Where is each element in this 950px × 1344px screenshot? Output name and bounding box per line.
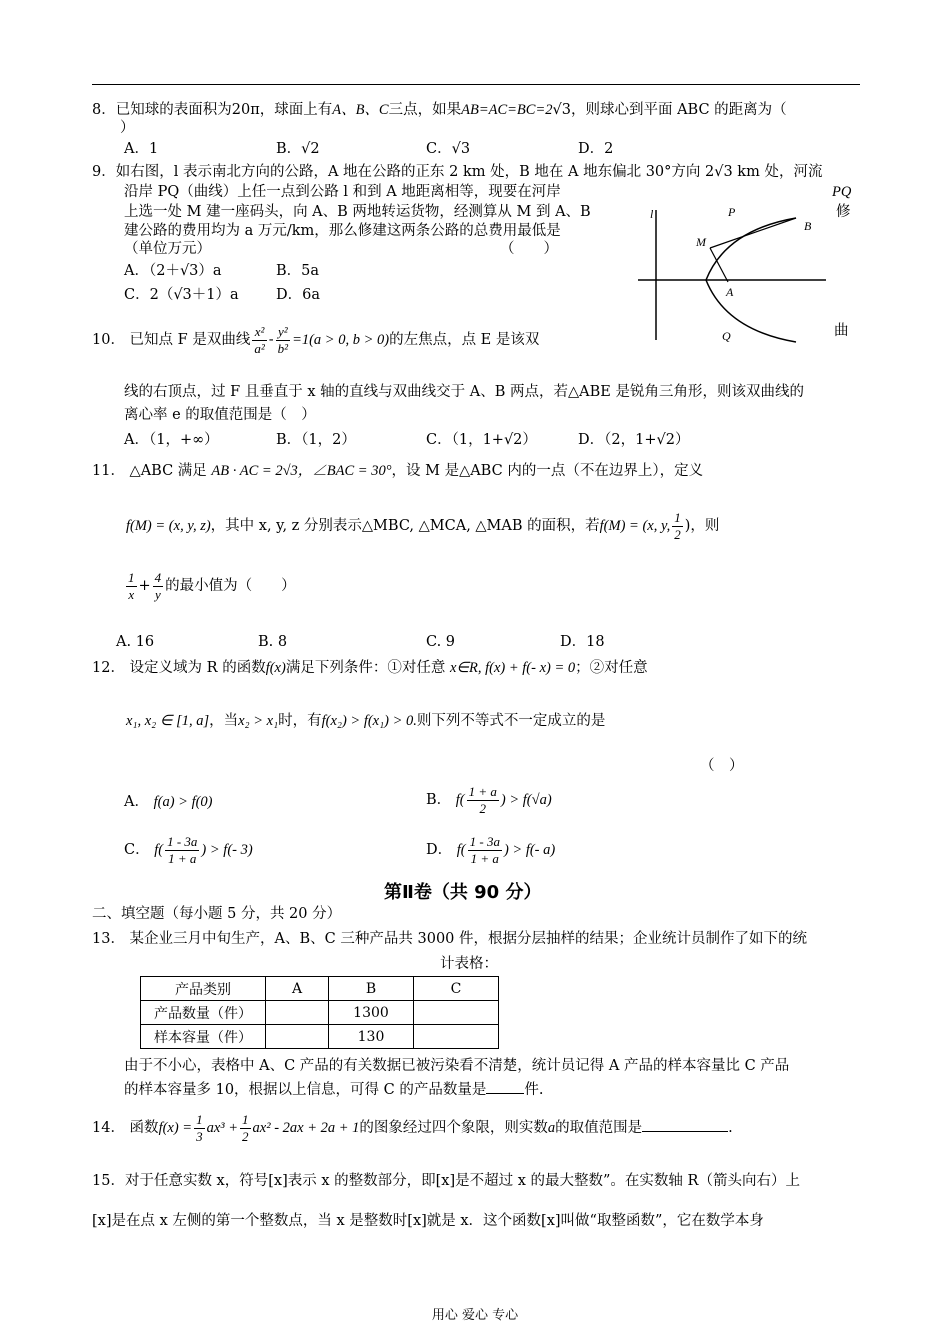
q12-text-c: ；②对任意 [575,660,648,676]
option-label: C． [124,842,150,858]
frac-num: 4 [154,569,162,585]
q11-text-c: ，其中 x, y, z 分别表示△MBC, △MCA, △MAB 的面积，若 [210,518,600,534]
q13-answer-blank[interactable] [486,1093,524,1094]
q11-text-e: 的最小值为（ ） [165,578,296,594]
q14-line1 [92,1108,733,1148]
q10-option-c: C．（1，1+√2） [426,432,537,448]
q9-option-d: D．6a [276,287,320,303]
q11-option-a: A. 16 [116,634,155,650]
frac-num: 1 + a [468,783,497,799]
q11-option-c: C. 9 [426,634,456,650]
fig-label-b: B [804,219,812,233]
fig-label-q: Q [722,329,731,343]
page-footer: 用心 爱心 专心 [431,1308,519,1323]
q10-option-b: B．（1，2） [276,432,356,448]
q11-half [672,510,683,543]
frac-num: y² [276,324,290,341]
q10-line2: 线的右顶点，过 F 且垂直于 x 轴的直线与双曲线交于 A、B 两点，若△ABE 是锐角三角形，则该双曲线的 [124,384,804,400]
fig-label-l: l [650,207,654,221]
q14-text-c: 的取值范围是 [555,1120,643,1136]
q12-option-c [124,830,253,870]
q10-frac-y2b2 [276,324,290,357]
q8-text-d: ，则球心到平面 ABC 的距离为（ [570,102,787,118]
q11-text: 11． △ABC 满足 [92,463,207,479]
q8-option-b: B．√2 [276,141,320,157]
frac-den: 3 [196,1128,203,1144]
q9-line1: 9．如右图，l 表示南北方向的公路，A 地在公路的正东 2 km 处，B 地在 A 地东偏北 30°方向 2√3 km 处，河流 [92,164,823,180]
q12-text-f: 则下列不等式不一定成立的是 [416,713,606,729]
table-cell: 产品数量（件） [141,1001,266,1025]
q12-interval: x₁, x₂ ∈ [1, a] [126,713,210,729]
option-expr: f(a) > f(0) [153,794,213,810]
frac-den: x [128,586,135,602]
frac-den: 1 + a [168,850,197,866]
q9-line3-end: 修 [836,204,851,220]
q14-end: . [728,1120,733,1136]
q9-figure [636,200,832,350]
q9-line2: 沿岸 PQ（曲线）上任一点到公路 l 和到 A 地距离相等，现要在河岸 [124,184,561,200]
q13-line4 [124,1081,543,1099]
table-cell: 130 [329,1025,414,1049]
q8-condition: AB=AC=BC=2 [461,102,553,118]
option-expr-post: ) > f(- a) [503,842,556,858]
q12-text: 12． 设定义域为 R 的函数 [92,660,266,676]
frac-den: y [155,586,161,602]
q9-answer-paren: （ ） [500,241,558,257]
fig-label-a: A [726,285,734,299]
table-cell: 样本容量（件） [141,1025,266,1049]
q8-option-d: D．2 [578,141,614,157]
q10-line3: 离心率 e 的取值范围是（ ） [124,407,316,423]
q11-condition: AB · AC = 2√3，∠BAC = 30° [211,463,392,479]
frac-den: a² [254,340,265,356]
table-header-cell: A [266,977,329,1001]
frac-num: 1 [196,1111,203,1127]
table-cell [414,1025,499,1049]
table-row [141,1001,499,1025]
q10-option-a: A．（1，+∞） [124,432,219,448]
q9-line4: 建公路的费用均为 a 万元/km，那么修建这两条公路的总费用最低是 [124,223,561,239]
q8-text-c: 三点，如果 [388,102,462,118]
frac-den: b² [277,340,289,356]
q14-a: a [547,1120,556,1136]
frac-den: 2 [242,1128,249,1144]
q10-minus: - [268,332,274,348]
option-expr-pre: f( [456,842,466,858]
q10-text: 10． 已知点 F 是双曲线 [92,332,251,348]
q8-pi: π [250,102,260,118]
table-header-row [141,977,499,1001]
q11-line1 [92,462,703,480]
q12-inequality: f(x₂) > f(x₁) > 0. [321,713,417,729]
fig-label-p: P [728,205,736,219]
q12-condition1: x∈R, f(x) + f(- x) = 0 [449,660,576,676]
q10-line1 [92,320,539,360]
q12-line2 [126,712,605,730]
q14-frac-1-2 [240,1112,251,1145]
q11-fm-given: f(M) = (x, y, [599,518,671,534]
q10-text-b: 的左焦点，点 E 是该双 [389,332,540,348]
q11-option-b: B. 8 [258,634,288,650]
q13-text: 的样本容量多 10，根据以上信息，可得 C 的产品数量是 [124,1082,487,1098]
q12-answer-paren: （ ） [700,758,744,774]
frac-num: x² [252,324,266,341]
frac-num: 1 [128,569,135,585]
q8-line1 [92,101,787,119]
q8-text-b: ，球面上有 [259,102,333,118]
segment-mb [710,218,796,248]
q14-fx: f(x) = [158,1120,193,1136]
table-row [141,1025,499,1049]
option-label: B． [426,792,452,808]
q14-frac-1-3 [194,1112,205,1145]
q13-line1: 13． 某企业三月中旬生产，A、B、C 三种产品共 3000 件，根据分层抽样的结果；企业统计员制作了如下的统 [92,931,808,947]
q8-sqrt3: √3 [552,102,571,118]
q14-term1: ax³ + [206,1120,239,1136]
table-header-cell: 产品类别 [141,977,266,1001]
q10-frac-x2a2 [252,324,266,357]
q10-option-d: D．（2，1+√2） [578,432,690,448]
option-expr-post: ) > f(√a) [500,792,552,808]
q8-close-paren: ） [120,120,135,136]
q8-points: A、B、C [332,102,389,118]
table-cell [414,1001,499,1025]
q11-option-d: D．18 [560,634,605,650]
header-rule [92,84,860,85]
option-frac [468,834,502,867]
frac-num: 1 - 3a [167,833,198,849]
q9-line3: 上选一处 M 建一座码头，向 A、B 两地转运货物，经测算从 M 到 A、B [124,204,591,220]
q8-text: 8．已知球的表面积为20 [92,102,251,118]
q14-answer-blank[interactable] [642,1131,728,1132]
option-expr-post: ) > f(- 3) [201,842,253,858]
q8-option-c: C．√3 [426,141,471,157]
q9-line2-pq: PQ [832,184,852,200]
frac-den: 2 [479,800,487,816]
q9-line5: （单位万元） [124,241,211,257]
fig-label-m: M [696,235,706,249]
q12-fx: f(x) [265,660,286,676]
option-label: A． [124,794,149,810]
q14-term2: ax² - 2ax + 2a + 1 [252,1120,360,1136]
q11-fm: f(M) = (x, y, z) [126,518,211,534]
option-label: D． [426,842,453,858]
q12-text-e: 时，有 [278,713,322,729]
q9-option-c: C．2（√3＋1）a [124,287,239,303]
q8-option-a: A．1 [124,141,159,157]
q11-plus: + [138,578,151,594]
q12-line1 [92,659,648,677]
q10-line1-end: 曲 [834,323,849,339]
frac-num: 1 [674,509,681,525]
option-frac [467,784,499,817]
frac-num: 1 - 3a [469,833,500,849]
q11-text-b: ，设 M 是△ABC 内的一点（不在边界上），定义 [391,463,704,479]
table-cell [266,1025,329,1049]
q11-line3 [124,566,296,606]
option-expr-pre: f( [455,792,465,808]
q12-option-a [124,793,213,811]
option-expr-pre: f( [154,842,164,858]
q12-x2-gt-x1: x₂ > x₁ [238,713,279,729]
table-header-cell: B [329,977,414,1001]
q11-line2 [126,506,719,546]
table-cell: 1300 [329,1001,414,1025]
q13-table [140,976,499,1049]
q12-text-d: ，当 [209,713,239,729]
option-frac [165,834,199,867]
q14-text: 14． 函数 [92,1120,159,1136]
frac-den: 1 + a [470,850,499,866]
q13-text-end: 件. [524,1082,544,1098]
frac-den: 2 [674,526,681,542]
q12-option-d [426,830,555,870]
table-cell [266,1001,329,1025]
q14-text-b: 的图象经过四个象限，则实数 [359,1120,548,1136]
q9-option-b: B．5a [276,263,320,279]
q11-frac-4y [153,570,164,603]
q15-line2: [x]是在点 x 左侧的第一个整数点，当 x 是整数时[x]就是 x．这个函数[x]叫做“取整函数”，它在数学本身 [92,1213,764,1229]
q15-line1: 15．对于任意实数 x，符号[x]表示 x 的整数部分，即[x]是不超过 x 的最大整数”。在实数轴 R（箭头向右）上 [92,1173,800,1189]
q12-text-b: 满足下列条件：①对任意 [285,660,446,676]
frac-num: 1 [242,1111,249,1127]
q10-equation: =1(a > 0, b > 0) [292,332,390,348]
q11-frac-1x [126,570,137,603]
q11-text-d: )，则 [684,518,720,534]
q9-option-a: A．（2＋√3）a [124,263,222,279]
segment-ma [710,248,728,282]
q13-line3: 由于不小心，表格中 A、C 产品的有关数据已被污染看不清楚，统计员记得 A 产品的样本容量比 C 产品 [124,1058,790,1074]
part2-title: 第Ⅱ卷（共 90 分） [384,882,542,903]
table-header-cell: C [414,977,499,1001]
q13-line2: 计表格： [440,956,498,972]
q12-option-b [426,780,552,820]
section-heading: 二、填空题（每小题 5 分，共 20 分） [92,906,342,922]
